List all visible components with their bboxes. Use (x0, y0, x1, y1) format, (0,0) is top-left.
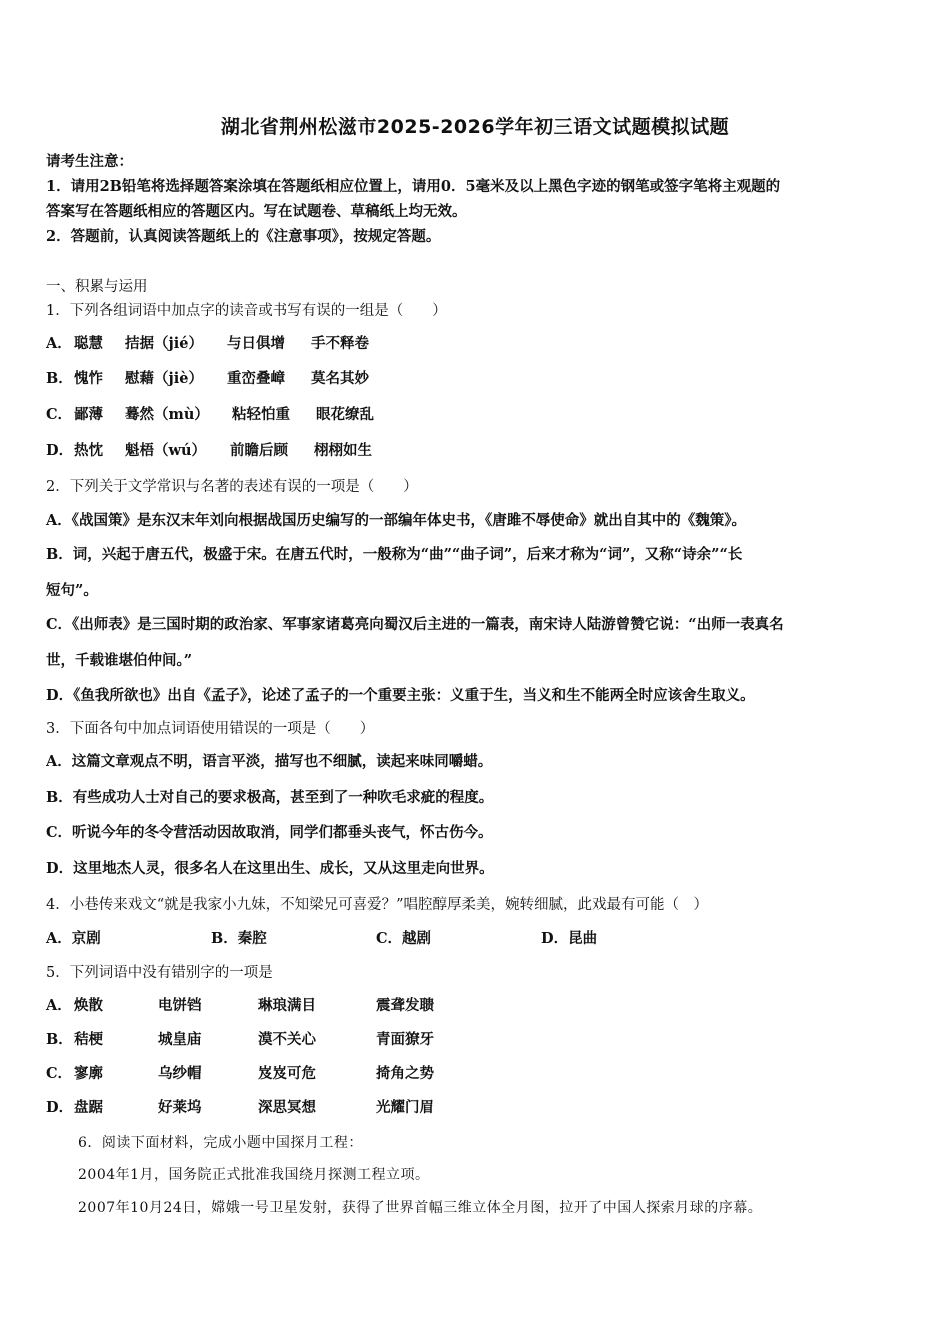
q1-option-word: 魁梧（wú） (125, 442, 207, 459)
q1-option-label: D． (46, 442, 74, 459)
q6-material-paragraph: 2004年1月，国务院正式批准我国绕月探测工程立项。 (78, 1167, 430, 1183)
q1-option-word: 热忱 (74, 442, 103, 459)
q2-option-d: D．《鱼我所欲也》出自《孟子》，论述了孟子的一个重要主张：义重于生，当义和生不能两全时应该舍生取义。 (46, 687, 755, 704)
q5-option-word: 光耀门眉 (376, 1099, 434, 1116)
q1-option-label: A． (46, 335, 72, 352)
q1-option-word: 前瞻后顾 (230, 442, 288, 459)
q1-option-word: 栩栩如生 (314, 442, 372, 459)
q1-option-word: 慰藉（jiè） (125, 370, 203, 387)
q1-option-word: 眼花缭乱 (316, 406, 374, 423)
q1-option-word: 拮据（jié） (125, 335, 203, 352)
page-title: 湖北省荆州松滋市2025-2026学年初三语文试题模拟试题 (220, 116, 730, 138)
q3-option-a: A．这篇文章观点不明，语言平淡，描写也不细腻，读起来味同嚼蜡。 (46, 753, 493, 770)
q5-option-label: C． (46, 1065, 73, 1082)
q1-option-label: C． (46, 406, 73, 423)
q4-option-a (46, 929, 101, 949)
question-5-stem: 5．下列词语中没有错别字的一项是 (46, 965, 273, 981)
q5-option-label: B． (46, 1031, 73, 1048)
q4-option-text: 越剧 (402, 930, 432, 947)
q5-option-word: 深思冥想 (258, 1099, 316, 1116)
q4-option-d (541, 929, 597, 949)
q5-option-word: 秸梗 (74, 1031, 103, 1048)
notice-item-1-cont: 答案写在答题纸相应的答题区内。写在试题卷、草稿纸上均无效。 (46, 203, 467, 220)
q1-option-label: B． (46, 370, 73, 387)
q5-option-word: 盘踞 (74, 1099, 103, 1116)
question-4-stem: 4．小巷传来戏文“就是我家小九妹，不知梁兄可喜爱？”唱腔醇厚柔美，婉转细腻，此戏最有可能（ ） (46, 897, 709, 913)
notice-item-2: 2．答题前，认真阅读答题纸上的《注意事项》，按规定答题。 (46, 228, 441, 245)
question-2-stem: 2．下列关于文学常识与名著的表述有误的一项是（ ） (46, 479, 418, 495)
q5-option-word: 岌岌可危 (258, 1065, 316, 1082)
q5-option-word: 琳琅满目 (258, 997, 316, 1014)
q5-option-label: D． (46, 1099, 74, 1116)
q5-option-word: 好莱坞 (158, 1099, 202, 1116)
q5-option-word: 寥廓 (74, 1065, 103, 1082)
q4-option-label: C． (376, 930, 403, 947)
question-3-stem: 3．下面各句中加点词语使用错误的一项是（ ） (46, 721, 375, 737)
q1-option-word: 聪慧 (74, 335, 103, 352)
q1-option-word: 重峦叠嶂 (227, 370, 285, 387)
q2-option-b: B．词，兴起于唐五代，极盛于宋。在唐五代时，一般称为“曲”“曲子词”，后来才称为“词”，又称“诗余”“长 (46, 546, 743, 563)
q5-option-word: 电饼铛 (158, 997, 202, 1014)
q5-option-word: 乌纱帽 (158, 1065, 202, 1082)
notice-item-1: 1．请用2B铅笔将选择题答案涂填在答题纸相应位置上，请用0．5毫米及以上黑色字迹的钢笔或签字笔将主观题的 (46, 178, 781, 195)
q1-option-word: 与日俱增 (227, 335, 285, 352)
q3-option-b: B．有些成功人士对自己的要求极高，甚至到了一种吹毛求疵的程度。 (46, 789, 494, 806)
q1-option-word: 鄙薄 (74, 406, 103, 423)
question-1-stem: 1．下列各组词语中加点字的读音或书写有误的一组是（ ） (46, 303, 447, 319)
q4-option-label: D． (541, 930, 569, 947)
q4-option-text: 秦腔 (237, 930, 267, 947)
q4-option-text: 昆曲 (568, 930, 598, 947)
q5-option-word: 震聋发聩 (376, 997, 434, 1014)
q5-option-word: 城皇庙 (158, 1031, 202, 1048)
q1-option-word: 手不释卷 (311, 335, 369, 352)
q4-option-b (211, 929, 267, 949)
q6-material-paragraph: 2007年10月24日，嫦娥一号卫星发射，获得了世界首幅三维立体全月图，拉开了中国人探索月球的序幕。 (78, 1200, 763, 1216)
question-6-stem: 6．阅读下面材料，完成小题中国探月工程： (78, 1135, 363, 1151)
q2-option-a: A．《战国策》是东汉末年刘向根据战国历史编写的一部编年体史书，《唐雎不辱使命》就出自其中的《魏策》。 (46, 512, 746, 529)
q4-option-c (376, 929, 431, 949)
q1-option-word: 莫名其妙 (311, 370, 369, 387)
q3-option-d: D．这里地杰人灵，很多名人在这里出生、成长，又从这里走向世界。 (46, 860, 494, 877)
q5-option-word: 青面獠牙 (376, 1031, 434, 1048)
section-heading: 一、积累与运用 (46, 279, 148, 295)
q2-option-c: C．《出师表》是三国时期的政治家、军事家诸葛亮向蜀汉后主进的一篇表，南宋诗人陆游曾赞它说：“出师一表真名 (46, 616, 784, 633)
q1-option-word: 愧怍 (74, 370, 103, 387)
q1-option-word: 蓦然（mù） (125, 406, 209, 423)
q3-option-c: C．听说今年的冬令营活动因故取消，同学们都垂头丧气，怀古伤今。 (46, 824, 493, 841)
q2-option-c-cont: 世，千载谁堪伯仲间。” (46, 652, 193, 669)
q1-option-word: 粘轻怕重 (232, 406, 290, 423)
q5-option-word: 掎角之势 (376, 1065, 434, 1082)
q2-option-b-cont: 短句”。 (46, 582, 98, 599)
q4-option-label: A． (46, 930, 72, 947)
q5-option-word: 焕散 (74, 997, 103, 1014)
q4-option-text: 京剧 (71, 930, 101, 947)
notice-heading: 请考生注意： (46, 153, 133, 170)
q5-option-label: A． (46, 997, 72, 1014)
q4-option-label: B． (211, 930, 238, 947)
q5-option-word: 漠不关心 (258, 1031, 316, 1048)
